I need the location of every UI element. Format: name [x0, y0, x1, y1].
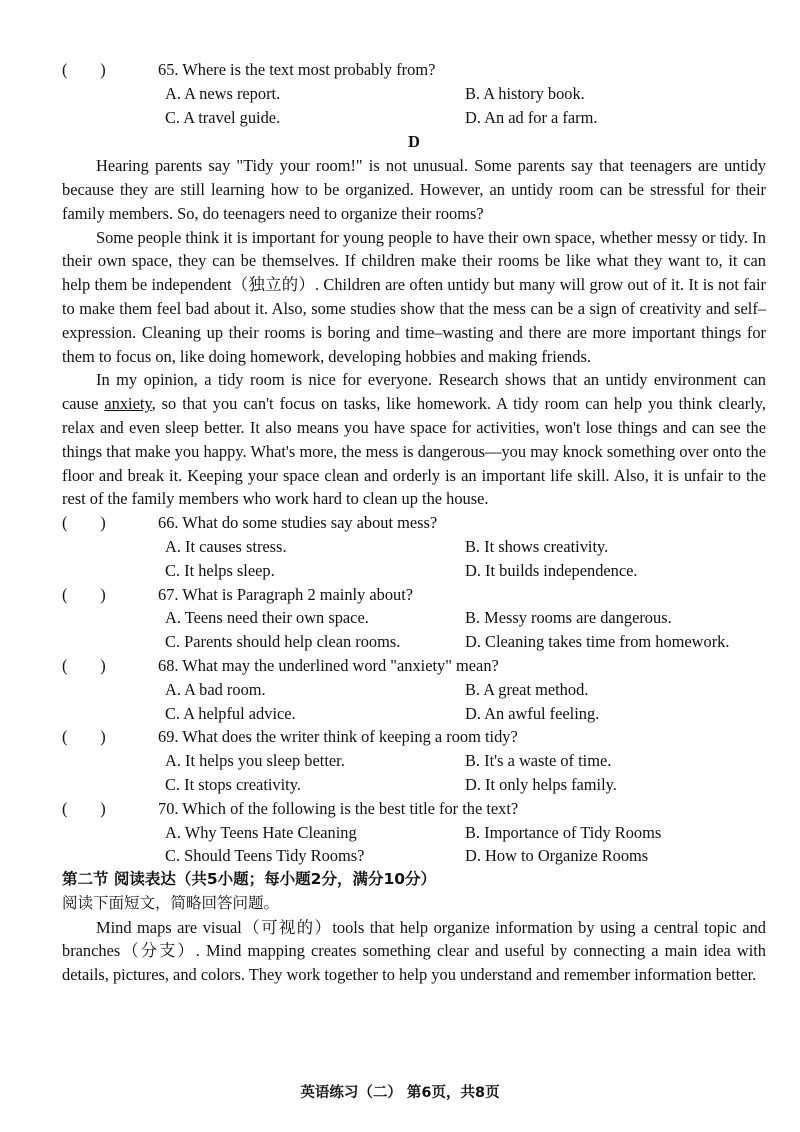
options-row: [62, 82, 766, 106]
options-row: [62, 606, 766, 630]
options-row: [62, 821, 766, 845]
option-d: D. How to Organize Rooms: [465, 846, 649, 866]
question-65: [62, 58, 766, 82]
option-a: A. A bad room.: [165, 679, 266, 699]
underlined-word-anxiety: anxiety: [104, 394, 152, 414]
question-stem: 67. What is Paragraph 2 mainly about?: [158, 584, 414, 604]
options-row: [62, 749, 766, 773]
paragraph-text: , so that you can't focus on tasks, like homework. A tidy room can help you think clearly, relax and even sleep better. It also means you have space for activities, won't lose things and can see the things that make you happy. What's more, the mess is dangerous—you may knock something over onto the floor and break it. Keeping your space clean and orderly is an important life skill. Also, it is unfair to the rest of the family members who work hard to clean up the house.: [62, 394, 766, 509]
option-a: A. Teens need their own space.: [165, 608, 369, 628]
options-row: [62, 678, 766, 702]
question-70: [62, 797, 766, 821]
question-68: [62, 654, 766, 678]
option-c: C. Should Teens Tidy Rooms?: [165, 846, 365, 866]
question-66: [62, 511, 766, 535]
answer-blank[interactable]: ( ): [62, 655, 106, 675]
option-d: D. An awful feeling.: [465, 703, 600, 723]
options-row: [62, 844, 766, 868]
answer-blank[interactable]: ( ): [62, 798, 106, 818]
option-c: C. A helpful advice.: [165, 703, 296, 723]
passage-paragraph-2: Some people think it is important for young people to have their own space, whether messy or tidy. In their own space, they can be themselves. If children make their rooms be like what they want to, it can help them be independent（独立的）. Children are often untidy but many will grow out of it. It is not fair to make them feel bad about it. Also, some studies show that the mess can be a sign of creativity and self–expression. Cleaning up their rooms is boring and time–wasting and there are more important things for them to focus on, like doing homework, developing hobbies and making friends.: [62, 227, 766, 366]
question-67: [62, 583, 766, 607]
option-a: A. Why Teens Hate Cleaning: [165, 822, 357, 842]
option-d: D. It only helps family.: [465, 774, 617, 794]
options-row: [62, 559, 766, 583]
option-a: A. It helps you sleep better.: [165, 751, 345, 771]
option-b: B. It shows creativity.: [465, 536, 609, 556]
section-title-d: D: [408, 132, 420, 152]
options-row: [62, 773, 766, 797]
page-footer: 英语练习（二） 第6页，共8页: [300, 1085, 500, 1101]
exam-page: [62, 58, 766, 987]
option-d: D. It builds independence.: [465, 560, 638, 580]
passage-paragraph-1: Hearing parents say "Tidy your room!" is not unusual. Some parents say that teenagers are untidy because they are still learning how to be organized. However, an untidy room can be stressful for their family members. So, do teenagers need to organize their rooms?: [62, 156, 766, 223]
option-b: B. It's a waste of time.: [465, 751, 612, 771]
answer-blank[interactable]: ( ): [62, 513, 106, 533]
option-b: B. A great method.: [465, 679, 589, 699]
option-c: C. A travel guide.: [165, 107, 281, 127]
question-stem: 69. What does the writer think of keeping a room tidy?: [158, 727, 518, 747]
option-a: A. A news report.: [165, 83, 281, 103]
option-b: B. Importance of Tidy Rooms: [465, 822, 662, 842]
options-row: [62, 106, 766, 130]
section-2-instruction: 阅读下面短文，简略回答问题。: [62, 893, 280, 912]
answer-blank[interactable]: ( ): [62, 727, 106, 747]
question-stem: 68. What may the underlined word "anxiety" mean?: [158, 655, 499, 675]
option-b: B. Messy rooms are dangerous.: [465, 608, 672, 628]
option-d: D. Cleaning takes time from homework.: [465, 632, 730, 652]
option-c: C. It helps sleep.: [165, 560, 275, 580]
section-2-title: 第二节 阅读表达（共5小题；每小题2分，满分10分）: [62, 870, 437, 889]
question-stem: 66. What do some studies say about mess?: [158, 513, 438, 533]
option-d: D. An ad for a farm.: [465, 107, 598, 127]
option-c: C. Parents should help clean rooms.: [165, 632, 401, 652]
question-stem: 70. Which of the following is the best title for the text?: [158, 798, 519, 818]
answer-blank[interactable]: ( ): [62, 584, 106, 604]
question-69: [62, 725, 766, 749]
option-c: C. It stops creativity.: [165, 774, 301, 794]
options-row: [62, 630, 766, 654]
question-stem: 65. Where is the text most probably from?: [158, 60, 436, 79]
paragraph-text: In my opinion, a tidy room is nice for everyone. Research shows that an untidy environment can cause: [62, 370, 766, 414]
options-row: [62, 535, 766, 559]
option-a: A. It causes stress.: [165, 536, 287, 556]
mind-map-passage: Mind maps are visual（可视的）tools that help organize information by using a central topic and branches（分支）. Mind mapping creates something clear and useful by connecting a main idea with details, pictures, and colors. They work together to help you understand and remember information better.: [62, 917, 766, 985]
passage-paragraph-3: [62, 368, 766, 511]
options-row: [62, 702, 766, 726]
option-b: B. A history book.: [465, 83, 585, 103]
answer-blank[interactable]: ( ): [62, 60, 106, 79]
